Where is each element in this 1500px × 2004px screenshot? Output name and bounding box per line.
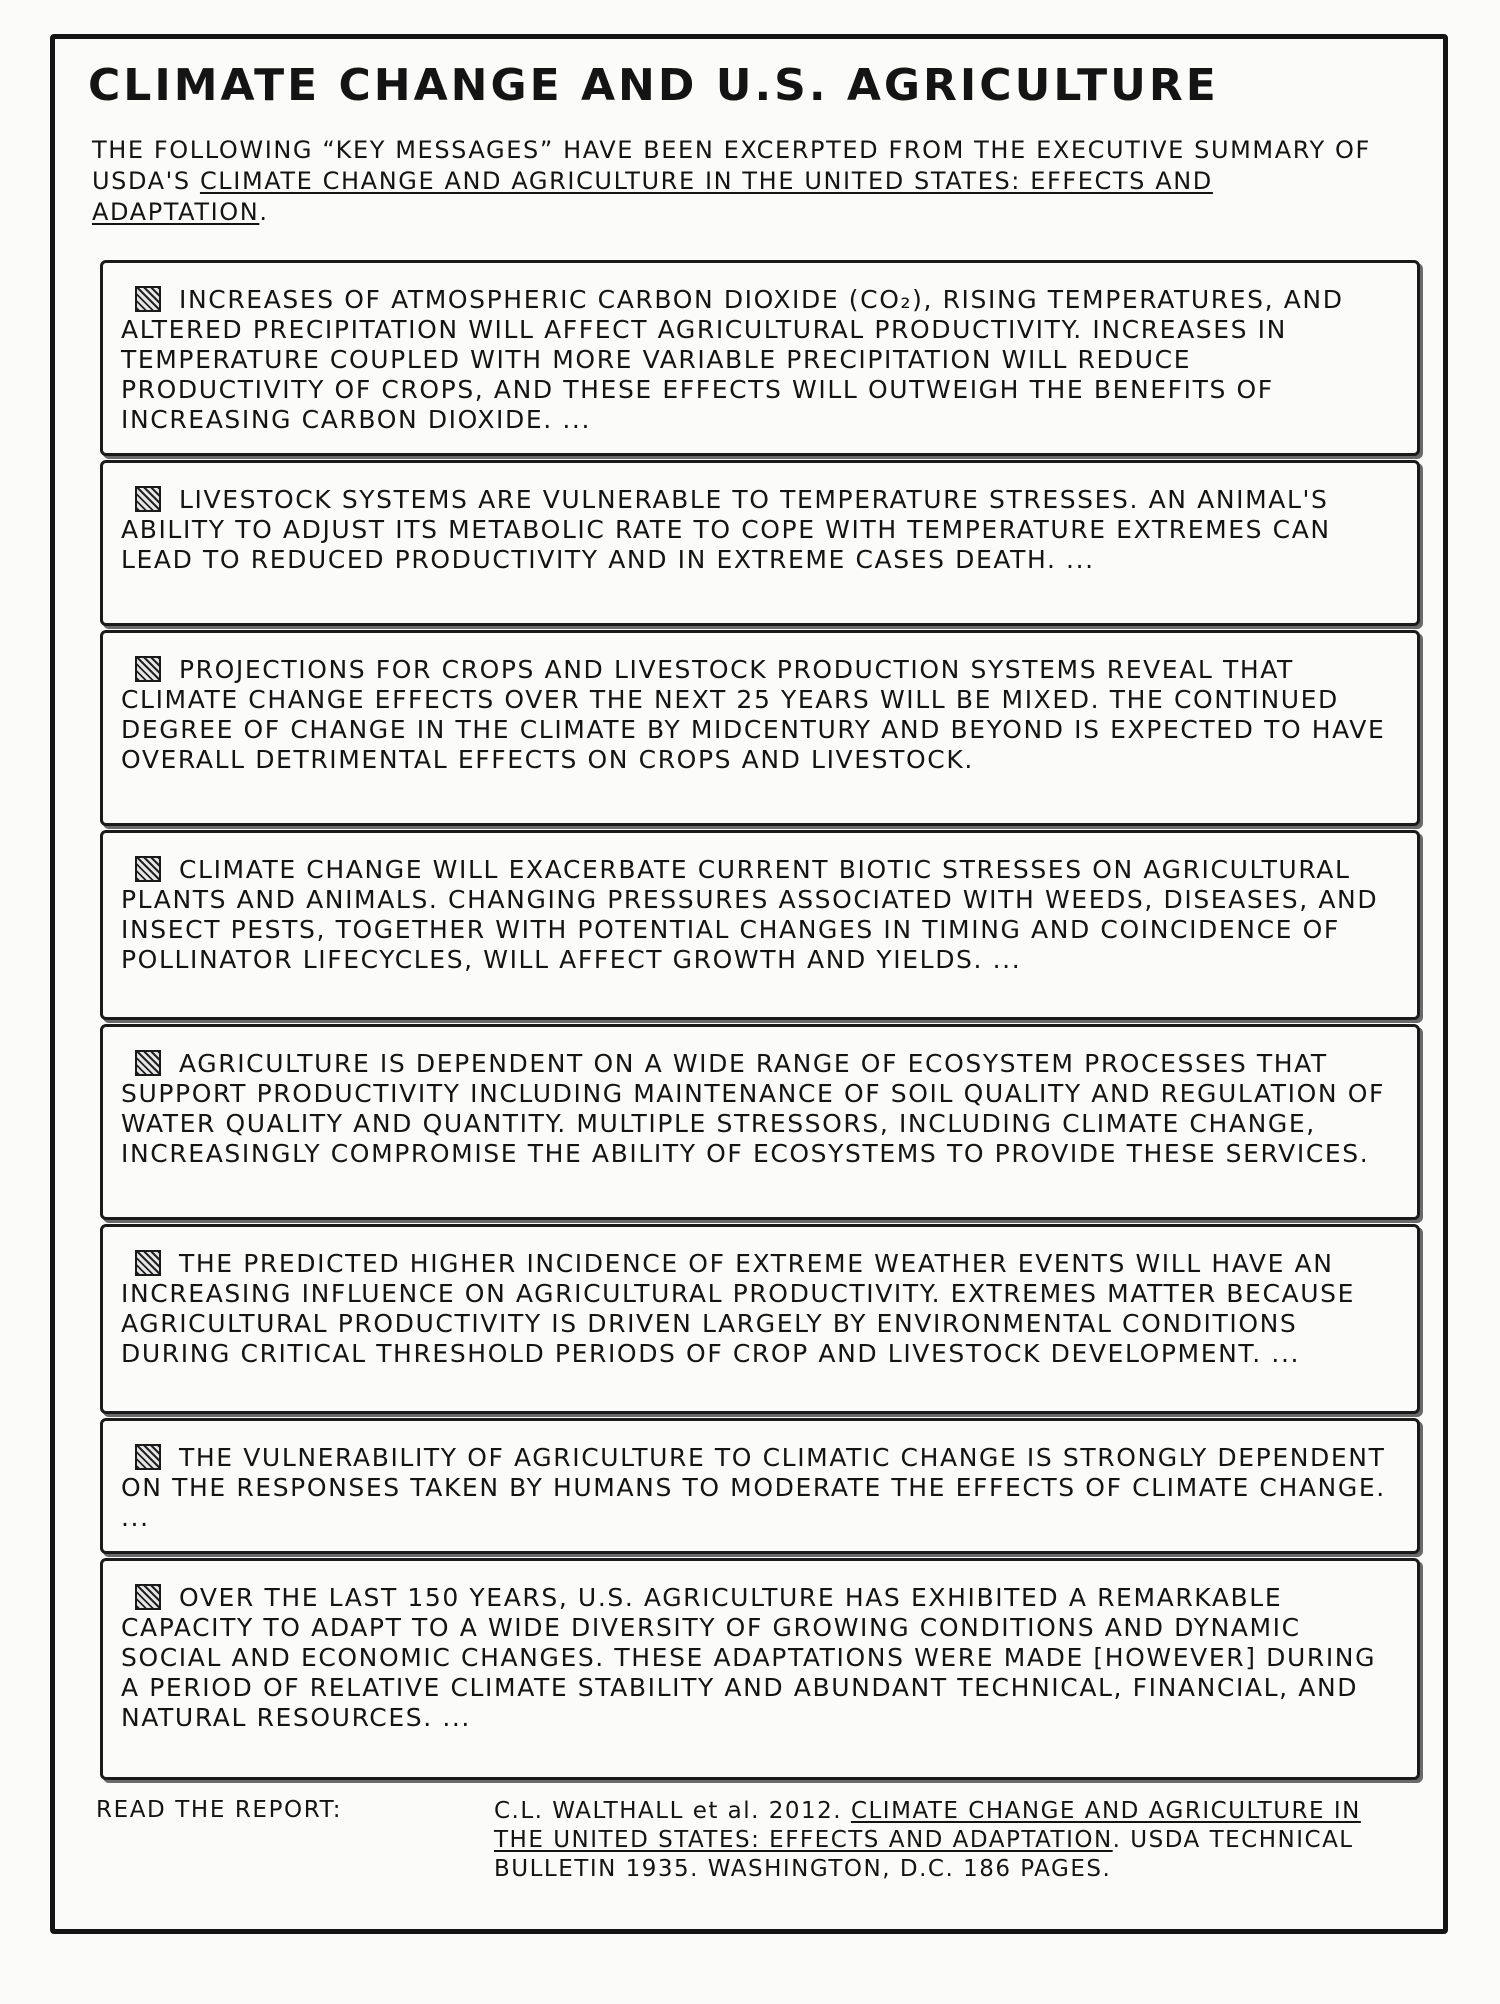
key-message-4 — [100, 830, 1420, 1020]
intro-paragraph — [92, 135, 1392, 228]
hatched-box-icon — [135, 1050, 161, 1076]
citation-title: CLIMATE CHANGE AND AGRICULTURE IN THE UNITED STATES: EFFECTS AND ADAPTATION — [494, 1798, 1361, 1853]
page-title: CLIMATE CHANGE AND U.S. AGRICULTURE — [88, 60, 1219, 111]
intro-end: . — [259, 198, 269, 226]
hatched-box-icon — [135, 1444, 161, 1470]
hatched-box-icon — [135, 656, 161, 682]
key-message-2 — [100, 460, 1420, 626]
hatched-box-icon — [135, 856, 161, 882]
citation-publisher: . USDA TECHNICAL BULLETIN 1935. WASHINGTON, D.C. 186 PAGES. — [494, 1827, 1354, 1882]
key-message-text: LIVESTOCK SYSTEMS ARE VULNERABLE TO TEMPERATURE STRESSES. AN ANIMAL'S ABILITY TO ADJUST ITS METABOLIC RATE TO COPE WITH TEMPERATURE EXTREMES CAN LEAD TO REDUCED PRODUCTIVITY AND IN EXTREME CASES DEATH. ... — [121, 485, 1331, 574]
key-message-1 — [100, 260, 1420, 456]
key-message-text: INCREASES OF ATMOSPHERIC CARBON DIOXIDE (CO₂), RISING TEMPERATURES, AND ALTERED PRECIPITATION WILL AFFECT AGRICULTURAL PRODUCTIVITY. INCREASES IN TEMPERATURE COUPLED WITH MORE VARIABLE PRECIPITATION WILL REDUCE PRODUCTIVITY OF CROPS, AND THESE EFFECTS WILL OUTWEIGH THE BENEFITS OF INCREASING CARBON DIOXIDE. ... — [121, 285, 1344, 434]
read-report-label: READ THE REPORT: — [96, 1797, 343, 1823]
hatched-box-icon — [135, 286, 161, 312]
key-message-6 — [100, 1224, 1420, 1414]
key-message-text: PROJECTIONS FOR CROPS AND LIVESTOCK PRODUCTION SYSTEMS REVEAL THAT CLIMATE CHANGE EFFECTS OVER THE NEXT 25 YEARS WILL BE MIXED. THE CONTINUED DEGREE OF CHANGE IN THE CLIMATE BY MIDCENTURY AND BEYOND IS EXPECTED TO HAVE OVERALL DETRIMENTAL EFFECTS ON CROPS AND LIVESTOCK. — [121, 655, 1386, 774]
key-message-text: CLIMATE CHANGE WILL EXACERBATE CURRENT BIOTIC STRESSES ON AGRICULTURAL PLANTS AND ANIMALS. CHANGING PRESSURES ASSOCIATED WITH WEEDS, DISEASES, AND INSECT PESTS, TOGETHER WITH POTENTIAL CHANGES IN TIMING AND COINCIDENCE OF POLLINATOR LIFECYCLES, WILL AFFECT GROWTH AND YIELDS. ... — [121, 855, 1379, 974]
key-message-8 — [100, 1558, 1420, 1780]
key-message-7 — [100, 1418, 1420, 1554]
hatched-box-icon — [135, 1250, 161, 1276]
key-message-3 — [100, 630, 1420, 826]
hatched-box-icon — [135, 1584, 161, 1610]
key-message-5 — [100, 1024, 1420, 1220]
key-message-text: OVER THE LAST 150 YEARS, U.S. AGRICULTURE HAS EXHIBITED A REMARKABLE CAPACITY TO ADAPT TO A WIDE DIVERSITY OF GROWING CONDITIONS AND DYNAMIC SOCIAL AND ECONOMIC CHANGES. THESE ADAPTATIONS WERE MADE [HOWEVER] DURING A PERIOD OF RELATIVE CLIMATE STABILITY AND ABUNDANT TECHNICAL, FINANCIAL, AND NATURAL RESOURCES. ... — [121, 1583, 1377, 1732]
key-message-text: THE VULNERABILITY OF AGRICULTURE TO CLIMATIC CHANGE IS STRONGLY DEPENDENT ON THE RESPONSES TAKEN BY HUMANS TO MODERATE THE EFFECTS OF CLIMATE CHANGE. ... — [121, 1443, 1386, 1532]
intro-report-title: CLIMATE CHANGE AND AGRICULTURE IN THE UNITED STATES: EFFECTS AND ADAPTATION — [92, 167, 1213, 226]
report-citation — [494, 1797, 1394, 1884]
key-message-text: THE PREDICTED HIGHER INCIDENCE OF EXTREME WEATHER EVENTS WILL HAVE AN INCREASING INFLUENCE ON AGRICULTURAL PRODUCTIVITY. EXTREMES MATTER BECAUSE AGRICULTURAL PRODUCTIVITY IS DRIVEN LARGELY BY ENVIRONMENTAL CONDITIONS DURING CRITICAL THRESHOLD PERIODS OF CROP AND LIVESTOCK DEVELOPMENT. ... — [121, 1249, 1355, 1368]
hatched-box-icon — [135, 486, 161, 512]
key-message-text: AGRICULTURE IS DEPENDENT ON A WIDE RANGE OF ECOSYSTEM PROCESSES THAT SUPPORT PRODUCTIVITY INCLUDING MAINTENANCE OF SOIL QUALITY AND REGULATION OF WATER QUALITY AND QUANTITY. MULTIPLE STRESSORS, INCLUDING CLIMATE CHANGE, INCREASINGLY COMPROMISE THE ABILITY OF ECOSYSTEMS TO PROVIDE THESE SERVICES. — [121, 1049, 1385, 1168]
citation-authors: C.L. WALTHALL et al. 2012. — [494, 1798, 843, 1824]
intro-text: THE FOLLOWING “KEY MESSAGES” HAVE BEEN EXCERPTED FROM THE EXECUTIVE SUMMARY OF USDA'S — [92, 136, 1371, 195]
